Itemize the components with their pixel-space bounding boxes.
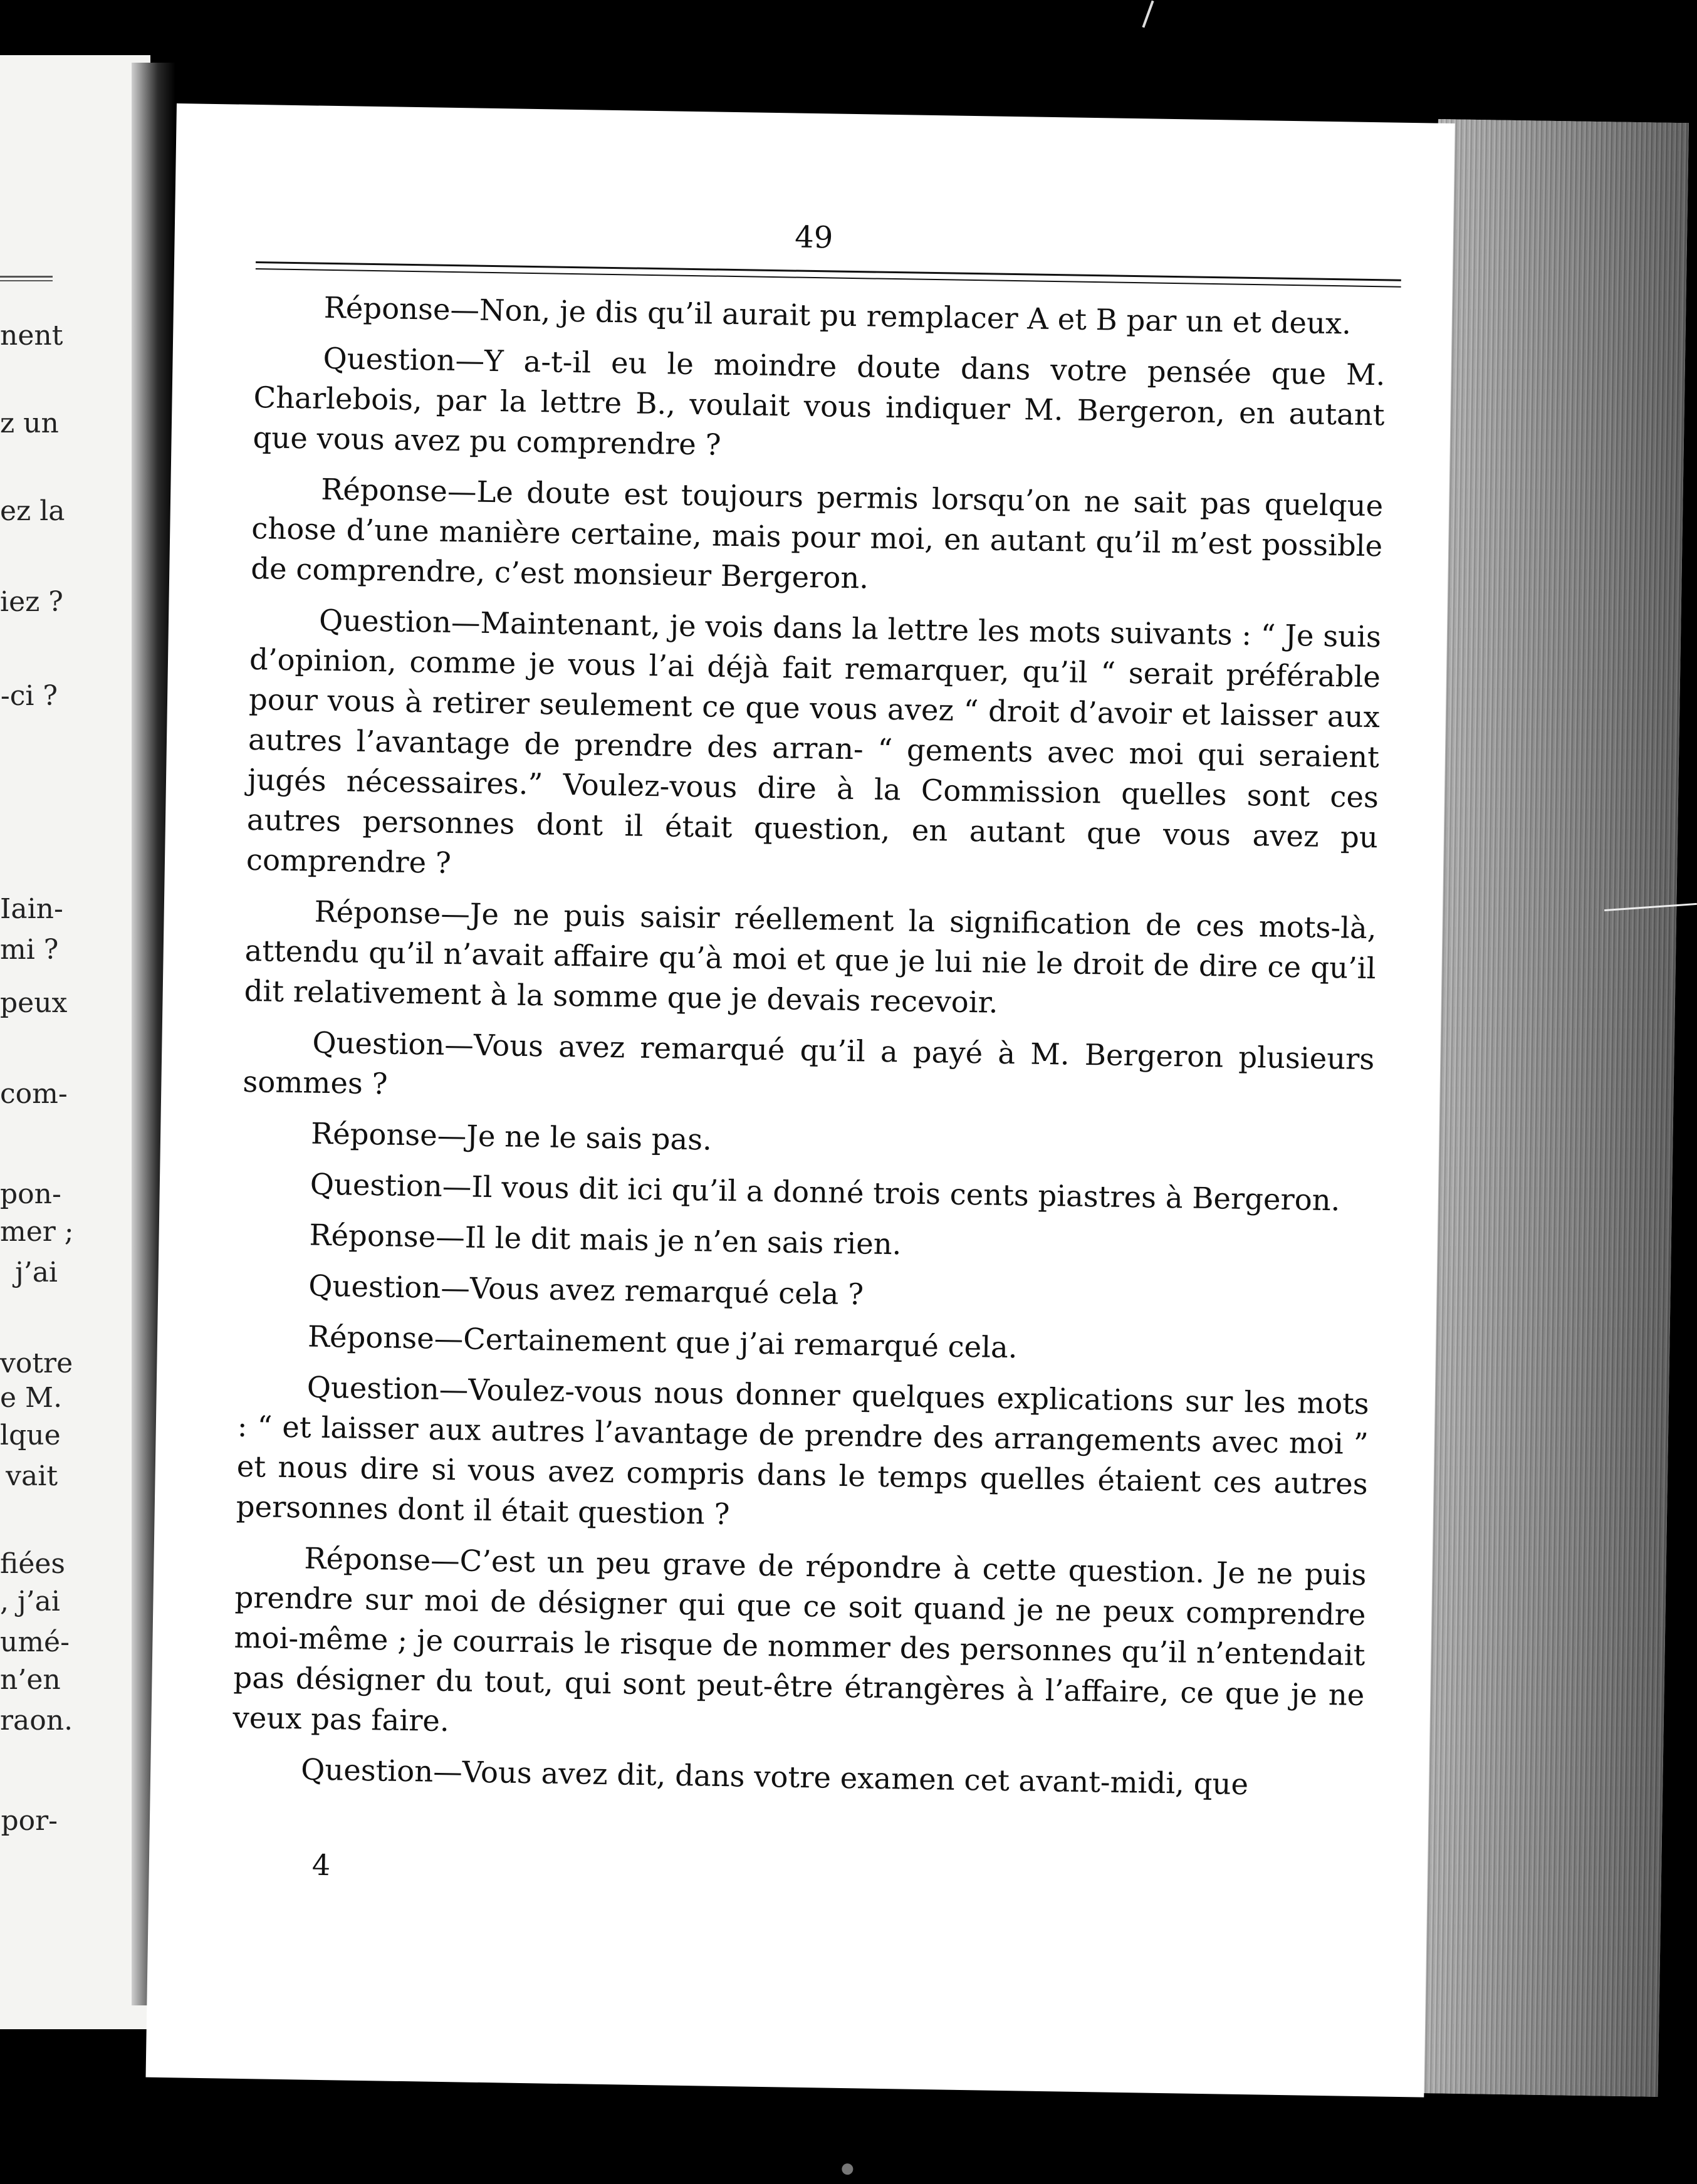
page-number: 49	[794, 219, 833, 256]
paragraph: Réponse—Certainement que j’ai remarqué cela.	[307, 1319, 1018, 1365]
left-page-fragment: -ci ?	[0, 680, 58, 712]
left-page-fragment: mer ;	[0, 1216, 74, 1248]
left-page-fragment: fiées	[0, 1548, 66, 1580]
paragraph: Question—Il vous dit ici qu’il a donné trois cents piastres à Bergeron.	[310, 1167, 1340, 1218]
signature-mark: 4	[311, 1847, 331, 1883]
left-page-fragment: por-	[1, 1805, 58, 1837]
left-page-fragment: iez ?	[0, 586, 63, 618]
paragraph: Question—Vous avez dit, dans votre examen cet avant-midi, que	[300, 1752, 1249, 1802]
left-page-fragment: n’en	[0, 1664, 61, 1696]
left-page-fragment: vait	[6, 1460, 58, 1492]
header-rule	[256, 261, 1401, 288]
left-page-fragment: umé-	[0, 1626, 70, 1658]
left-page-fragment: mi ?	[0, 934, 59, 966]
left-page-fragment: nent	[0, 320, 63, 352]
paragraph: Réponse—Il le dit mais je n’en sais rien.	[309, 1218, 902, 1262]
left-page-fragment: peux	[0, 987, 68, 1019]
left-page-fragment: , j’ai	[0, 1586, 60, 1617]
left-page-fragment: votre	[0, 1347, 73, 1379]
paragraph: Question—Voulez-vous nous donner quelques explications sur les mots : “ et laisser aux autres l’avantage de prendre des arrangements avec moi ” et nous dire si vous avez compris dans le temps quelles étaient ces autres personnes dont il était question ?	[236, 1370, 1370, 1532]
paragraph: Question—Vous avez remarqué qu’il a payé à M. Bergeron plusieurs sommes ?	[243, 1025, 1375, 1101]
left-page-rule	[0, 276, 53, 281]
left-page-fragment: z un	[0, 407, 59, 439]
paragraph: Question—Maintenant, je vois dans la lettre les mots suivants : “ Je suis d’opinion, comme je vous l’ai déjà fait remarquer, qu’il “ serait préférable pour vous à retirer seulement ce que vous avez “ droit d’avoir et laisser aux autres l’avantage de prendre des arran- “ gements avec moi qui seraient jugés nécessaires.” Voulez-vous dire à la Commission quelles sont ces autres personnes dont il était question, en autant que vous avez pu comprendre ?	[246, 603, 1382, 880]
left-page-fragment: j’ai	[15, 1257, 58, 1288]
paragraph: Réponse—C’est un peu grave de répondre à cette question. Je ne puis prendre sur moi de désigner qui que ce soit quand je ne peux comprendre moi-même ; je courrais le risque de nommer des personnes qu’il n’entendait pas désigner du tout, qui sont peut-être étrangères à l’affaire, ce que je ne veux pas faire.	[232, 1541, 1367, 1738]
left-page-fragment: Iain-	[0, 893, 63, 925]
paragraph: Question—Vous avez remarqué cela ?	[308, 1268, 864, 1312]
left-page-fragment: com-	[0, 1078, 68, 1110]
left-page-fragment: e M.	[0, 1382, 63, 1414]
paragraph: Réponse—Non, je dis qu’il aurait pu remplacer A et B par un et deux.	[323, 290, 1352, 341]
paragraph: Réponse—Je ne le sais pas.	[310, 1116, 713, 1157]
page-body	[232, 286, 1387, 1817]
scan-scratch	[1142, 1, 1154, 28]
book-page	[146, 103, 1455, 2098]
left-page-fragment: lque	[0, 1419, 61, 1451]
paragraph: Question—Y a-t-il eu le moindre doute dans votre pensée que M. Charlebois, par la lettre B., voulait vous indiquer M. Bergeron, en autant que vous avez pu comprendre ?	[253, 341, 1386, 462]
left-page-fragment: pon-	[0, 1178, 61, 1210]
left-page-fragment: raon.	[0, 1705, 73, 1737]
paragraph: Réponse—Le doute est toujours permis lorsqu’on ne sait pas quelque chose d’une manière certaine, mais pour moi, en autant qu’il m’est possible de comprendre, c’est monsieur Bergeron.	[250, 472, 1384, 595]
paragraph: Réponse—Je ne puis saisir réellement la signification de ces mots-là, attendu qu’il n’avait affaire qu’à moi et que je lui nie le droit de dire ce qu’il dit relativement à la somme que je devais recevoir.	[244, 894, 1377, 1020]
scan-dot	[842, 2163, 853, 2175]
left-page-fragment: ez la	[0, 495, 65, 527]
